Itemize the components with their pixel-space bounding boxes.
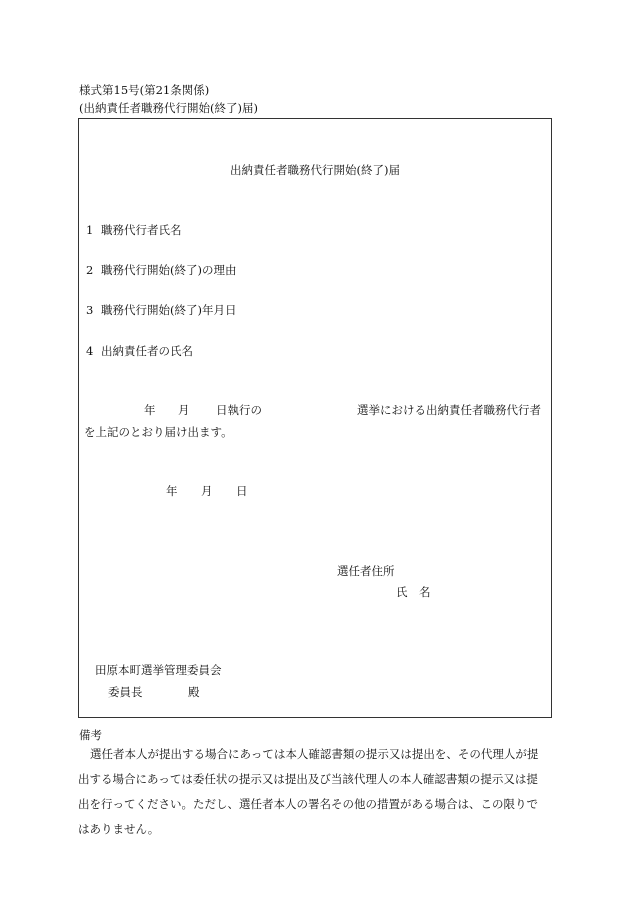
- date-month: 月: [201, 484, 213, 498]
- item-3-label: 職務代行開始(終了)年月日: [101, 303, 237, 317]
- statement-tail: 選挙における出納責任者職務代行者: [357, 403, 541, 417]
- notes-line-1: 選任者本人が提出する場合にあっては本人確認書類の提示又は提出を、その代理人が提: [90, 747, 539, 761]
- item-3-number: 3: [86, 303, 94, 317]
- item-1-number: 1: [86, 223, 94, 237]
- honorific: 殿: [188, 685, 200, 699]
- name-label: 氏 名: [396, 585, 431, 599]
- statement-year: 年: [144, 403, 156, 417]
- item-4-number: 4: [86, 344, 94, 358]
- address-label: 選任者住所: [337, 564, 395, 578]
- form-title: 出納責任者職務代行開始(終了)届: [230, 163, 400, 177]
- date-year: 年: [166, 484, 178, 498]
- notes-line-2: 出する場合にあっては委任状の提示又は提出及び当該代理人の本人確認書類の提示又は提: [78, 772, 538, 786]
- form-box: [78, 118, 552, 718]
- form-number: 様式第15号(第21条関係): [79, 83, 210, 97]
- committee-name: 田原本町選挙管理委員会: [95, 663, 222, 677]
- item-4-label: 出納責任者の氏名: [101, 344, 193, 358]
- chair-title: 委員長: [108, 685, 143, 699]
- notes-line-4: はありません。: [78, 822, 160, 836]
- form-name: (出納責任者職務代行開始(終了)届): [79, 101, 258, 115]
- statement-month: 月: [178, 403, 190, 417]
- notes-heading: 備考: [79, 728, 102, 742]
- statement-day-exec: 日執行の: [216, 403, 262, 417]
- statement-line2: を上記のとおり届け出ます。: [84, 425, 233, 439]
- item-2-label: 職務代行開始(終了)の理由: [101, 263, 237, 277]
- item-1-label: 職務代行者氏名: [101, 223, 182, 237]
- date-day: 日: [236, 484, 248, 498]
- item-2-number: 2: [86, 263, 94, 277]
- notes-line-3: 出を行ってください。ただし、選任者本人の署名その他の措置がある場合は、この限りで: [78, 797, 538, 811]
